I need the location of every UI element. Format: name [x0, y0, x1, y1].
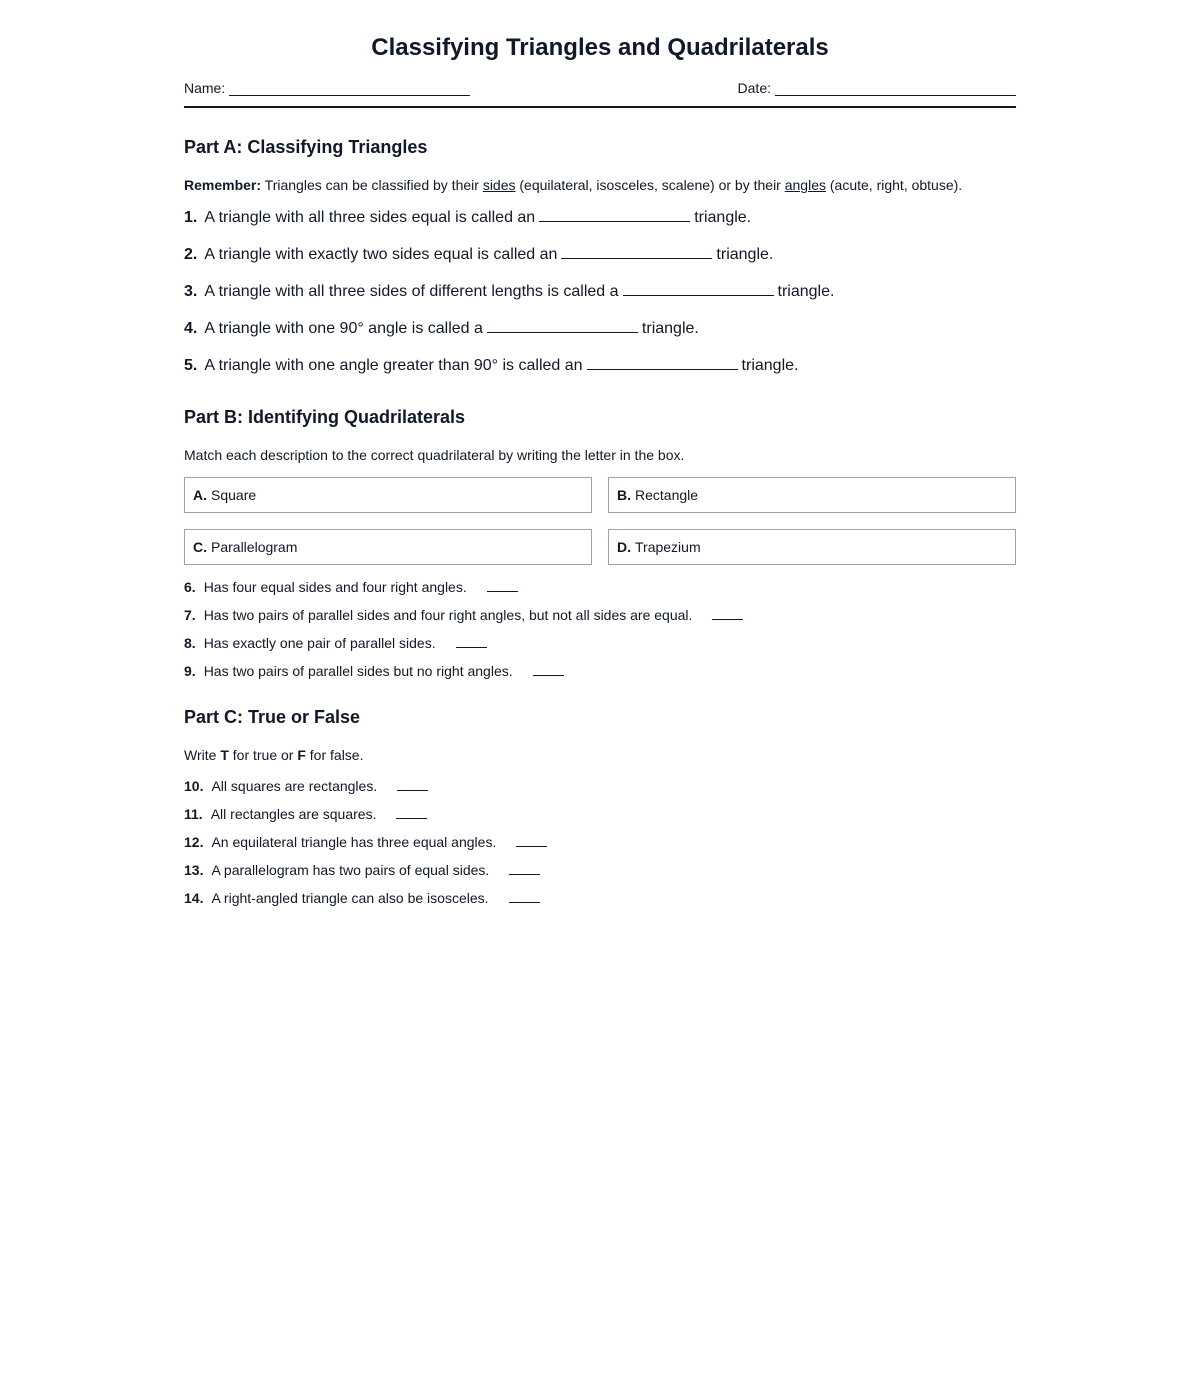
- name-field: [184, 80, 470, 96]
- question-text: A right-angled triangle can also be isosceles.: [211, 890, 489, 906]
- option-label: Parallelogram: [211, 539, 298, 555]
- question-number: 12.: [184, 834, 204, 850]
- answer-blank[interactable]: [623, 281, 774, 296]
- question-1: [184, 207, 1016, 228]
- header-fields: [184, 80, 1016, 108]
- intro-text-1: Write: [184, 747, 221, 763]
- question-4: [184, 318, 1016, 339]
- reminder-angles: angles: [784, 177, 826, 193]
- question-number: 13.: [184, 862, 204, 878]
- question-3: [184, 281, 1016, 302]
- question-text: Has four equal sides and four right angles.: [203, 579, 467, 595]
- part-a-questions: [184, 207, 1016, 376]
- answer-blank[interactable]: [516, 834, 547, 847]
- option-box-c: [184, 529, 592, 565]
- reminder-text-2: (equilateral, isosceles, scalene) or by their: [515, 177, 785, 193]
- answer-blank[interactable]: [396, 806, 427, 819]
- option-box-a: [184, 477, 592, 513]
- answer-blank[interactable]: [561, 244, 712, 259]
- part-c-questions: [184, 777, 1016, 907]
- question-number: 9.: [184, 663, 196, 679]
- question-12: [184, 833, 1016, 851]
- answer-blank[interactable]: [487, 318, 638, 333]
- question-text: A triangle with all three sides equal is called an: [204, 209, 536, 226]
- part-b-heading: Part B: Identifying Quadrilaterals: [184, 407, 466, 427]
- question-number: 7.: [184, 607, 196, 623]
- question-number: 3.: [184, 283, 198, 300]
- date-blank[interactable]: [775, 81, 1016, 96]
- question-14: [184, 889, 1016, 907]
- question-text: A parallelogram has two pairs of equal sides.: [211, 862, 490, 878]
- question-number: 11.: [184, 806, 203, 822]
- question-suffix: triangle.: [777, 283, 835, 300]
- question-5: [184, 355, 1016, 376]
- part-c-heading: Part C: True or False: [184, 707, 361, 727]
- question-text: A triangle with one angle greater than 90° is called an: [204, 357, 583, 374]
- intro-true-letter: T: [220, 747, 229, 763]
- question-number: 6.: [184, 579, 196, 595]
- answer-blank[interactable]: [509, 890, 540, 903]
- question-text: All squares are rectangles.: [211, 778, 378, 794]
- answer-blank[interactable]: [487, 579, 518, 592]
- question-number: 2.: [184, 246, 198, 263]
- date-label: Date:: [737, 80, 771, 96]
- part-b-questions: [184, 578, 1016, 680]
- answer-blank[interactable]: [397, 778, 428, 791]
- intro-false-letter: F: [297, 747, 306, 763]
- option-letter: C.: [193, 539, 207, 555]
- reminder-label: Remember:: [184, 177, 262, 193]
- question-suffix: triangle.: [716, 246, 774, 263]
- option-box-b: [608, 477, 1016, 513]
- question-text: An equilateral triangle has three equal angles.: [211, 834, 497, 850]
- option-box-d: [608, 529, 1016, 565]
- question-2: [184, 244, 1016, 265]
- question-text: A triangle with one 90° angle is called a: [204, 320, 483, 337]
- question-number: 4.: [184, 320, 198, 337]
- question-9: [184, 662, 1016, 680]
- part-a-heading: Part A: Classifying Triangles: [184, 137, 428, 157]
- question-text: A triangle with exactly two sides equal is called an: [204, 246, 558, 263]
- question-number: 1.: [184, 209, 198, 226]
- question-10: [184, 777, 1016, 795]
- question-suffix: triangle.: [694, 209, 752, 226]
- question-text: All rectangles are squares.: [210, 806, 377, 822]
- name-blank[interactable]: [229, 81, 470, 96]
- question-8: [184, 634, 1016, 652]
- question-13: [184, 861, 1016, 879]
- intro-text-3: for false.: [305, 747, 364, 763]
- option-label: Square: [211, 487, 257, 503]
- option-letter: D.: [617, 539, 631, 555]
- intro-text-2: for true or: [228, 747, 298, 763]
- answer-blank[interactable]: [533, 663, 564, 676]
- question-suffix: triangle.: [641, 320, 699, 337]
- question-text: Has two pairs of parallel sides and four right angles, but not all sides are equal.: [203, 607, 693, 623]
- question-text: A triangle with all three sides of different lengths is called a: [204, 283, 619, 300]
- question-6: [184, 578, 1016, 596]
- answer-blank[interactable]: [456, 635, 487, 648]
- name-label: Name:: [184, 80, 226, 96]
- answer-blank[interactable]: [712, 607, 743, 620]
- question-number: 10.: [184, 778, 204, 794]
- part-b-intro: Match each description to the correct quadrilateral by writing the letter in the box.: [184, 447, 685, 463]
- question-number: 14.: [184, 890, 204, 906]
- worksheet: [184, 0, 1016, 907]
- question-number: 5.: [184, 357, 198, 374]
- page-title: Classifying Triangles and Quadrilaterals: [371, 34, 829, 61]
- part-c-intro: [184, 746, 1016, 764]
- reminder-text-1: Triangles can be classified by their: [261, 177, 483, 193]
- date-field: [738, 80, 1016, 96]
- answer-blank[interactable]: [539, 207, 690, 222]
- quadrilateral-options: [184, 477, 1016, 565]
- answer-blank[interactable]: [509, 862, 540, 875]
- option-letter: B.: [617, 487, 631, 503]
- option-label: Trapezium: [635, 539, 701, 555]
- question-11: [184, 805, 1016, 823]
- answer-blank[interactable]: [587, 355, 738, 370]
- part-a-reminder: [184, 176, 1016, 194]
- question-text: Has exactly one pair of parallel sides.: [203, 635, 436, 651]
- reminder-sides: sides: [482, 177, 516, 193]
- question-number: 8.: [184, 635, 196, 651]
- reminder-text-3: (acute, right, obtuse).: [826, 177, 963, 193]
- question-suffix: triangle.: [741, 357, 799, 374]
- question-text: Has two pairs of parallel sides but no right angles.: [203, 663, 513, 679]
- option-label: Rectangle: [635, 487, 699, 503]
- question-7: [184, 606, 1016, 624]
- option-letter: A.: [193, 487, 207, 503]
